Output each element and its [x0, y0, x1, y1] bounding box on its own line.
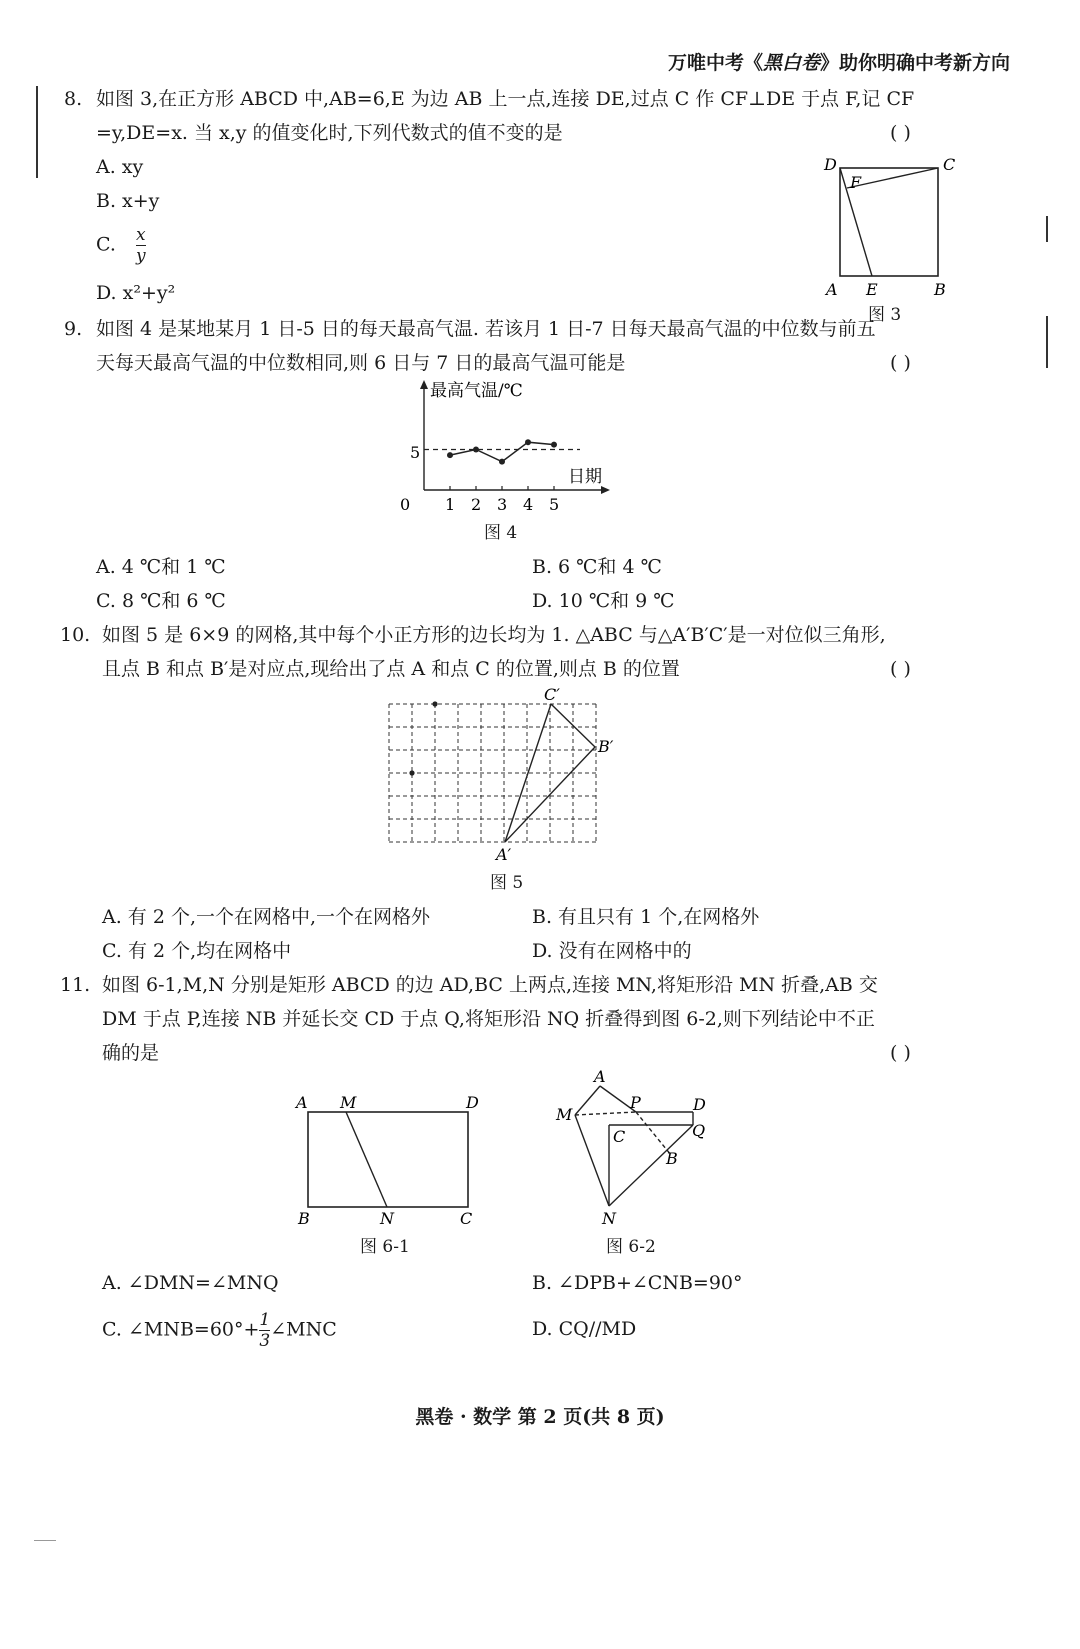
q9-number: 9. [64, 318, 83, 340]
label-e: E [866, 280, 878, 299]
header-suffix: 》助你明确中考新方向 [819, 52, 1010, 74]
segment-mp-dashed [575, 1112, 636, 1115]
segment-mn [346, 1112, 387, 1207]
q10-option-b: B. 有且只有 1 个,在网格外 [532, 906, 760, 928]
x-tick-label-4: 4 [523, 495, 534, 514]
q11-frac-denominator: 3 [259, 1331, 271, 1351]
figure-4-line-chart [400, 378, 660, 538]
x-axis-arrow [601, 486, 610, 494]
q9-option-a: A. 4 ℃和 1 ℃ [96, 556, 226, 578]
q11-option-b: B. ∠DPB+∠CNB=90° [532, 1272, 743, 1294]
label-m: M [556, 1105, 573, 1124]
q9-line2: 天每天最高气温的中位数相同,则 6 日与 7 日的最高气温可能是 [96, 352, 626, 374]
q11-option-c-prefix: C. ∠MNB=60°+ [102, 1318, 260, 1341]
figure-6-2-folded [550, 1064, 740, 1234]
label-d: D [466, 1093, 479, 1112]
q10-line2: 且点 B 和点 B′是对应点,现给出了点 A 和点 C 的位置,则点 B 的位置 [102, 658, 680, 680]
y-axis-label: 最高气温/℃ [430, 381, 523, 401]
q11-option-d: D. CQ//MD [532, 1318, 637, 1340]
header-prefix: 万唯中考《 [667, 52, 763, 74]
x-tick-label-3: 3 [497, 495, 508, 514]
label-d: D [824, 155, 837, 174]
label-n: N [602, 1209, 616, 1228]
label-c: C [613, 1127, 626, 1146]
q11-number: 11. [60, 974, 91, 996]
q8-number: 8. [64, 88, 83, 110]
q11-frac-numerator: 1 [259, 1310, 271, 1330]
figure-5-grid [380, 684, 640, 864]
q8-line2: =y,DE=x. 当 x,y 的值变化时,下列代数式的值不变的是 [96, 122, 563, 144]
q9-answer-paren: ( ) [890, 352, 911, 374]
label-c: C [460, 1209, 473, 1228]
figure-5-caption: 图 5 [490, 873, 524, 893]
figure-3-caption: 图 3 [868, 305, 902, 325]
q8-option-d: D. x²+y² [96, 282, 176, 304]
q11-option-c-fraction [259, 1310, 270, 1351]
q11-line3: 确的是 [102, 1042, 160, 1064]
q9-line1: 如图 4 是某地某月 1 日-5 日的每天最高气温. 若该月 1 日-7 日每天最高气温的中位数与前五 [96, 318, 876, 340]
label-p: P [630, 1093, 641, 1112]
header-brand: 黑白卷 [762, 52, 820, 74]
q8-frac-denominator: y [135, 246, 146, 266]
y-tick-label-5: 5 [410, 443, 421, 462]
label-a: A [826, 280, 838, 299]
q11-line1: 如图 6-1,M,N 分别是矩形 ABCD 的边 AD,BC 上两点,连接 MN,将矩形沿 MN 折叠,AB 交 [102, 974, 878, 996]
data-point-day-3 [499, 459, 505, 465]
q8-option-c [96, 225, 146, 266]
figure-6-1-rectangle [290, 1090, 500, 1230]
q11-answer-paren: ( ) [890, 1042, 911, 1064]
origin-label: 0 [400, 495, 411, 514]
point-a [409, 770, 414, 775]
q8-frac-numerator: x [135, 225, 146, 245]
label-b-prime: B′ [598, 737, 614, 756]
x-tick-label-1: 1 [445, 495, 456, 514]
right-edge-mark [1046, 216, 1048, 242]
q11-option-c [102, 1310, 337, 1351]
label-m: M [340, 1093, 357, 1112]
q8-option-b: B. x+y [96, 190, 160, 212]
label-b: B [666, 1149, 678, 1168]
figure-6-1-caption: 图 6-1 [360, 1237, 410, 1257]
figure-6-2-caption: 图 6-2 [606, 1237, 656, 1257]
label-a: A [594, 1067, 606, 1086]
q10-number: 10. [60, 624, 91, 646]
rectangle-abcd [308, 1112, 468, 1207]
q11-line2: DM 于点 P,连接 NB 并延长交 CD 于点 Q,将矩形沿 NQ 折叠得到图 6-2,则下列结论中不正 [102, 1008, 875, 1030]
right-edge-mark [1046, 316, 1048, 368]
q8-option-c-label: C. [96, 233, 116, 256]
figure-3-square [810, 150, 960, 320]
label-d: D [693, 1095, 706, 1114]
q9-option-b: B. 6 ℃和 4 ℃ [532, 556, 662, 578]
label-b: B [934, 280, 946, 299]
q10-option-d: D. 没有在网格中的 [532, 940, 692, 962]
q9-option-d: D. 10 ℃和 9 ℃ [532, 590, 675, 612]
x-tick-label-5: 5 [549, 495, 560, 514]
q9-option-c: C. 8 ℃和 6 ℃ [96, 590, 226, 612]
label-f: F [850, 173, 862, 192]
q10-option-c: C. 有 2 个,均在网格中 [102, 940, 292, 962]
q10-option-a: A. 有 2 个,一个在网格中,一个在网格外 [102, 906, 431, 928]
figure-4-caption: 图 4 [484, 523, 518, 543]
data-point-day-1 [447, 452, 453, 458]
x-tick-label-2: 2 [471, 495, 482, 514]
data-point-day-4 [525, 439, 531, 445]
bottom-left-mark [34, 1540, 56, 1541]
q8-line1: 如图 3,在正方形 ABCD 中,AB=6,E 为边 AB 上一点,连接 DE,过点 C 作 CF⊥DE 于点 F,记 CF [96, 88, 915, 110]
label-c: C [943, 155, 956, 174]
label-c-prime: C′ [544, 685, 560, 704]
q10-line1: 如图 5 是 6×9 的网格,其中每个小正方形的边长均为 1. △ABC 与△A′B′C′是一对位似三角形, [102, 624, 886, 646]
data-point-day-5 [551, 442, 557, 448]
q8-answer-paren: ( ) [890, 122, 911, 144]
page-header [668, 48, 1010, 75]
label-a-prime: A′ [496, 845, 512, 864]
label-a: A [296, 1093, 308, 1112]
q8-option-a: A. xy [96, 156, 144, 178]
data-point-day-2 [473, 447, 479, 453]
point-c [432, 701, 437, 706]
q11-option-c-suffix: ∠MNC [270, 1318, 337, 1341]
label-n: N [380, 1209, 394, 1228]
label-q: Q [692, 1121, 706, 1140]
segment-am [575, 1086, 600, 1115]
q8-option-c-fraction [136, 225, 146, 266]
q10-answer-paren: ( ) [890, 658, 911, 680]
x-axis-label: 日期 [568, 467, 602, 487]
left-margin-rule [36, 86, 38, 178]
y-axis-arrow [420, 380, 428, 389]
page-footer: 黑卷 · 数学 第 2 页(共 8 页) [415, 1406, 665, 1428]
segment-mn [575, 1115, 609, 1206]
label-b: B [298, 1209, 310, 1228]
q11-option-a: A. ∠DMN=∠MNQ [102, 1272, 279, 1294]
